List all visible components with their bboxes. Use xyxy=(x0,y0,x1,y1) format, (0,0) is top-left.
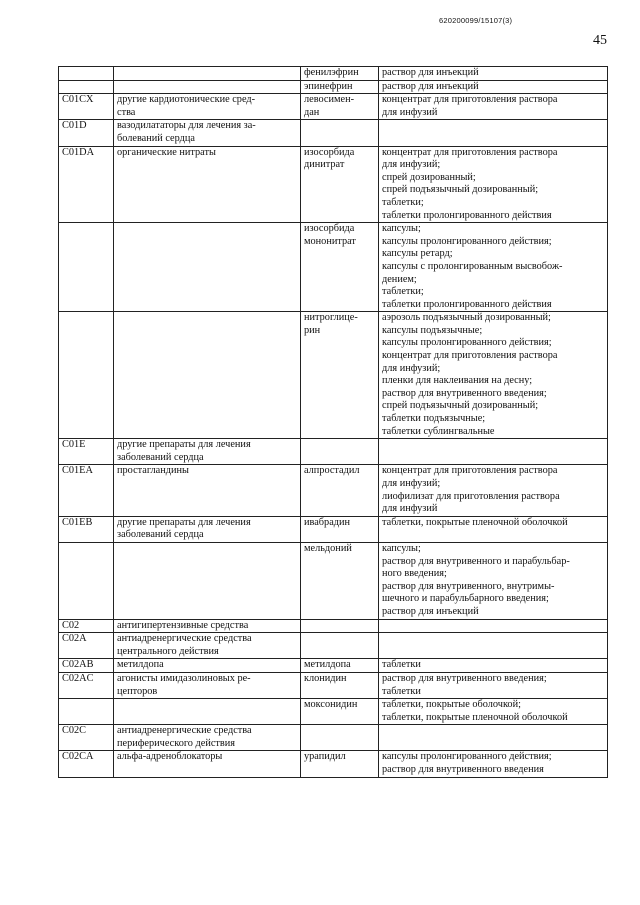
atc-code-cell xyxy=(59,542,114,619)
page-number: 45 xyxy=(593,33,607,48)
document-id: 620200099/15107(3) xyxy=(439,16,513,25)
dosage-form-cell xyxy=(379,619,608,633)
drug-name-cell: изосорбида мононитрат xyxy=(301,223,379,312)
atc-code-cell: C01DA xyxy=(59,146,114,223)
drug-name-cell xyxy=(301,439,379,465)
group-name-cell xyxy=(114,542,301,619)
dosage-form-cell xyxy=(379,725,608,751)
group-name-cell: антиадренергические средства периферического действия xyxy=(114,725,301,751)
drug-name-cell: левосимен- дан xyxy=(301,94,379,120)
table-row xyxy=(59,725,608,751)
drug-name-cell: нитроглице- рин xyxy=(301,312,379,439)
table-row xyxy=(59,619,608,633)
atc-code-cell: C02C xyxy=(59,725,114,751)
table-row xyxy=(59,659,608,673)
atc-code-cell: C01E xyxy=(59,439,114,465)
drug-name-cell: алпростадил xyxy=(301,465,379,516)
drug-classification-table xyxy=(58,66,608,778)
dosage-form-cell: капсулы; капсулы пролонгированного действия; капсулы ретард; капсулы с пролонгированным высвобож- дением; таблетки; таблетки пролонгированного действия xyxy=(379,223,608,312)
atc-code-cell xyxy=(59,312,114,439)
dosage-form-cell: раствор для внутривенного введения; таблетки xyxy=(379,672,608,698)
atc-code-cell: C01CX xyxy=(59,94,114,120)
drug-name-cell: клонидин xyxy=(301,672,379,698)
group-name-cell xyxy=(114,80,301,94)
table-row xyxy=(59,120,608,146)
atc-code-cell xyxy=(59,699,114,725)
table-row xyxy=(59,699,608,725)
table-row xyxy=(59,80,608,94)
drug-name-cell: метилдопа xyxy=(301,659,379,673)
drug-name-cell: изосорбида динитрат xyxy=(301,146,379,223)
dosage-form-cell: таблетки xyxy=(379,659,608,673)
dosage-form-cell xyxy=(379,120,608,146)
drug-name-cell: урапидил xyxy=(301,751,379,777)
atc-code-cell: C02A xyxy=(59,633,114,659)
group-name-cell xyxy=(114,67,301,81)
group-name-cell: простагландины xyxy=(114,465,301,516)
atc-code-cell: C01EB xyxy=(59,516,114,542)
table-row xyxy=(59,633,608,659)
dosage-form-cell: капсулы пролонгированного действия; раствор для внутривенного введения xyxy=(379,751,608,777)
dosage-form-cell: концентрат для приготовления раствора для инфузий; спрей дозированный; спрей подъязычный дозированный; таблетки; таблетки пролонгированного действия xyxy=(379,146,608,223)
dosage-form-cell: концентрат для приготовления раствора для инфузий; лиофилизат для приготовления раствора для инфузий xyxy=(379,465,608,516)
group-name-cell xyxy=(114,223,301,312)
atc-code-cell: C01EA xyxy=(59,465,114,516)
drug-name-cell xyxy=(301,633,379,659)
drug-name-cell xyxy=(301,619,379,633)
table-row xyxy=(59,67,608,81)
atc-code-cell xyxy=(59,223,114,312)
dosage-form-cell: концентрат для приготовления раствора для инфузий xyxy=(379,94,608,120)
atc-code-cell: C02 xyxy=(59,619,114,633)
table-row xyxy=(59,751,608,777)
dosage-form-cell: раствор для инъекций xyxy=(379,80,608,94)
group-name-cell: альфа-адреноблокаторы xyxy=(114,751,301,777)
dosage-form-cell: таблетки, покрытые оболочкой; таблетки, покрытые пленочной оболочкой xyxy=(379,699,608,725)
drug-name-cell: мельдоний xyxy=(301,542,379,619)
table-row xyxy=(59,516,608,542)
dosage-form-cell xyxy=(379,439,608,465)
atc-code-cell: C02AB xyxy=(59,659,114,673)
table-row xyxy=(59,223,608,312)
dosage-form-cell: раствор для инъекций xyxy=(379,67,608,81)
table-row xyxy=(59,94,608,120)
dosage-form-cell xyxy=(379,633,608,659)
group-name-cell xyxy=(114,312,301,439)
group-name-cell: антигипертензивные средства xyxy=(114,619,301,633)
drug-name-cell xyxy=(301,725,379,751)
dosage-form-cell: аэрозоль подъязычный дозированный; капсулы подъязычные; капсулы пролонгированного действия; концентрат для приготовления раствора для инфузий; пленки для наклеивания на десну; раствор для внутривенного введения; спрей подъязычный дозированный; таблетки подъязычные; таблетки сублингвальные xyxy=(379,312,608,439)
group-name-cell: органические нитраты xyxy=(114,146,301,223)
group-name-cell: вазодилататоры для лечения за- болеваний сердца xyxy=(114,120,301,146)
atc-code-cell xyxy=(59,67,114,81)
drug-name-cell: моксонидин xyxy=(301,699,379,725)
drug-name-cell: эпинефрин xyxy=(301,80,379,94)
group-name-cell: метилдопа xyxy=(114,659,301,673)
drug-name-cell xyxy=(301,120,379,146)
atc-code-cell: C02AC xyxy=(59,672,114,698)
table-row xyxy=(59,542,608,619)
dosage-form-cell: капсулы; раствор для внутривенного и парабульбар- ного введения; раствор для внутривенного, внутримы- шечного и парабульбарного введения; раствор для инъекций xyxy=(379,542,608,619)
group-name-cell: агонисты имидазолиновых ре- цепторов xyxy=(114,672,301,698)
group-name-cell: другие препараты для лечения заболеваний сердца xyxy=(114,439,301,465)
dosage-form-cell: таблетки, покрытые пленочной оболочкой xyxy=(379,516,608,542)
table-body xyxy=(59,67,608,778)
table-row xyxy=(59,465,608,516)
group-name-cell xyxy=(114,699,301,725)
group-name-cell: антиадренергические средства центрального действия xyxy=(114,633,301,659)
table-row xyxy=(59,672,608,698)
group-name-cell: другие препараты для лечения заболеваний сердца xyxy=(114,516,301,542)
drug-name-cell: ивабрадин xyxy=(301,516,379,542)
group-name-cell: другие кардиотонические сред- ства xyxy=(114,94,301,120)
table-row xyxy=(59,146,608,223)
table-row xyxy=(59,439,608,465)
drug-name-cell: фенилэфрин xyxy=(301,67,379,81)
atc-code-cell xyxy=(59,80,114,94)
atc-code-cell: C01D xyxy=(59,120,114,146)
atc-code-cell: C02CA xyxy=(59,751,114,777)
table-row xyxy=(59,312,608,439)
